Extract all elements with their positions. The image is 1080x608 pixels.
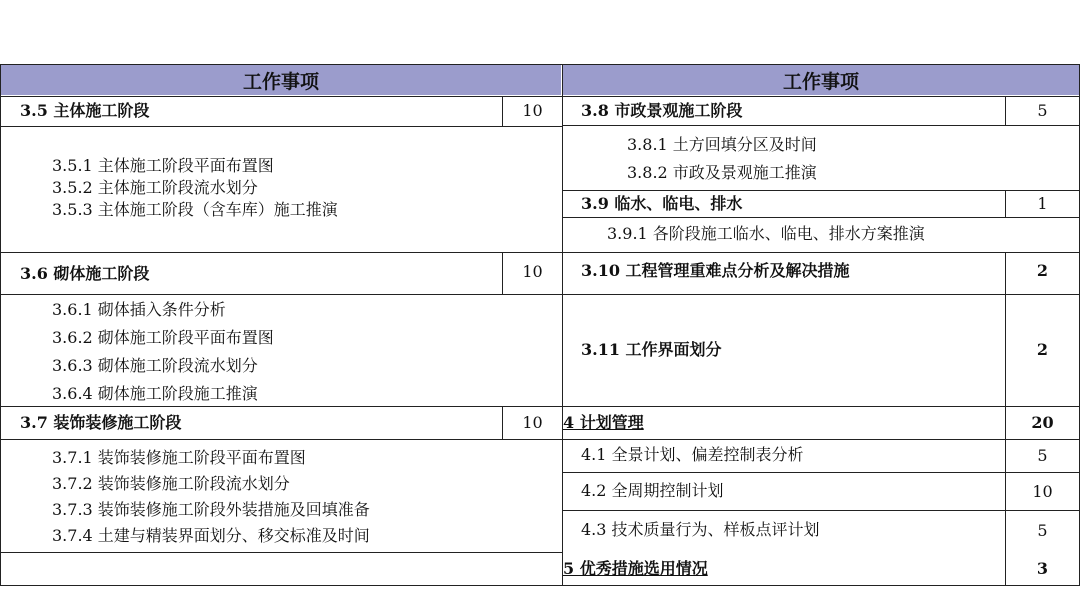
rule-r7 bbox=[562, 439, 1080, 440]
rule-l6 bbox=[0, 552, 562, 553]
item-3-7-4: 3.7.4 土建与精装界面划分、移交标准及时间 bbox=[52, 526, 370, 545]
section-title-3-8: 3.8 市政景观施工阶段 bbox=[581, 101, 743, 120]
item-3-7-1: 3.7.1 装饰装修施工阶段平面布置图 bbox=[52, 448, 306, 467]
item-3-7-2: 3.7.2 装饰装修施工阶段流水划分 bbox=[52, 474, 290, 493]
section-title-3-6: 3.6 砌体施工阶段 bbox=[20, 264, 150, 283]
item-3-7-3: 3.7.3 装饰装修施工阶段外装措施及回填准备 bbox=[52, 500, 370, 519]
section-title-5: 5 优秀措施选用情况 bbox=[563, 559, 708, 578]
item-3-6-2: 3.6.2 砌体施工阶段平面布置图 bbox=[52, 328, 274, 347]
item-3-5-2: 3.5.2 主体施工阶段流水划分 bbox=[52, 178, 258, 197]
rule-r4 bbox=[562, 252, 1080, 253]
rule-bottom bbox=[0, 585, 1080, 586]
score-3-10: 2 bbox=[1036, 261, 1049, 280]
rule-l2 bbox=[0, 252, 562, 253]
work-items-table bbox=[0, 64, 1080, 586]
right-header: 工作事项 bbox=[563, 65, 1079, 95]
score-3-8: 5 bbox=[1037, 101, 1048, 120]
score-4: 20 bbox=[1031, 413, 1054, 432]
section-title-3-10: 3.10 工程管理重难点分析及解决措施 bbox=[581, 261, 850, 280]
rule-header-bottom bbox=[0, 96, 1080, 97]
item-3-9-1: 3.9.1 各阶段施工临水、临电、排水方案推演 bbox=[607, 224, 925, 243]
rule-r5 bbox=[562, 294, 1080, 295]
item-4-2: 4.2 全周期控制计划 bbox=[581, 481, 724, 500]
item-3-8-1: 3.8.1 土方回填分区及时间 bbox=[627, 135, 817, 154]
item-3-5-3: 3.5.3 主体施工阶段（含车库）施工推演 bbox=[52, 200, 338, 219]
score-3-7: 10 bbox=[522, 413, 543, 432]
item-3-6-1: 3.6.1 砌体插入条件分析 bbox=[52, 300, 226, 319]
score-3-6: 10 bbox=[522, 262, 543, 281]
item-4-3: 4.3 技术质量行为、样板点评计划 bbox=[581, 520, 820, 539]
rule-l4 bbox=[0, 406, 562, 407]
rule-l3 bbox=[0, 294, 562, 295]
section-title-4: 4 计划管理 bbox=[563, 413, 644, 432]
rule-r1 bbox=[562, 125, 1080, 126]
rule-l1 bbox=[0, 126, 562, 127]
score-3-5: 10 bbox=[522, 101, 543, 120]
item-4-1: 4.1 全景计划、偏差控制表分析 bbox=[581, 445, 804, 464]
score-3-9: 1 bbox=[1037, 194, 1048, 213]
score-5: 3 bbox=[1036, 559, 1049, 578]
rule-r8 bbox=[562, 472, 1080, 473]
rule-r9 bbox=[562, 510, 1080, 511]
rule-r2 bbox=[562, 190, 1080, 191]
left-header: 工作事项 bbox=[1, 65, 561, 95]
item-3-8-2: 3.8.2 市政及景观施工推演 bbox=[627, 163, 817, 182]
item-3-6-4: 3.6.4 砌体施工阶段施工推演 bbox=[52, 384, 258, 403]
section-title-3-11: 3.11 工作界面划分 bbox=[581, 340, 722, 359]
rule-top bbox=[0, 64, 1080, 65]
section-title-3-9: 3.9 临水、临电、排水 bbox=[581, 194, 743, 213]
score-4-3: 5 bbox=[1037, 521, 1048, 540]
rule-r3 bbox=[562, 217, 1080, 218]
section-title-3-5: 3.5 主体施工阶段 bbox=[20, 101, 150, 120]
score-3-11: 2 bbox=[1036, 340, 1049, 359]
rule-r6 bbox=[562, 406, 1080, 407]
center-divider bbox=[562, 64, 563, 586]
item-3-5-1: 3.5.1 主体施工阶段平面布置图 bbox=[52, 156, 274, 175]
score-4-1: 5 bbox=[1037, 446, 1048, 465]
score-4-2: 10 bbox=[1032, 482, 1053, 501]
item-3-6-3: 3.6.3 砌体施工阶段流水划分 bbox=[52, 356, 258, 375]
rule-l5 bbox=[0, 439, 562, 440]
section-title-3-7: 3.7 装饰装修施工阶段 bbox=[20, 413, 182, 432]
border-left bbox=[0, 64, 1, 586]
